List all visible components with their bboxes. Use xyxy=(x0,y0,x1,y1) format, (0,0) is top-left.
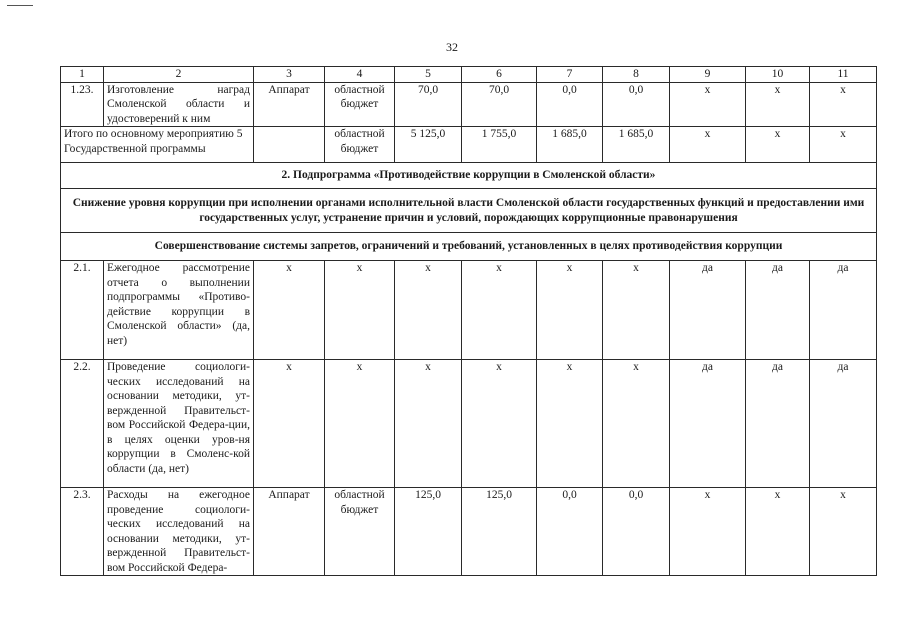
value-cell: да xyxy=(746,261,810,360)
value-cell: 0,0 xyxy=(603,82,670,127)
executor-cell: Аппарат xyxy=(254,82,325,127)
executor-cell xyxy=(254,127,325,163)
header-cell: 4 xyxy=(325,67,395,83)
header-cell: 11 xyxy=(810,67,877,83)
funding-source-cell: областной бюджет xyxy=(325,488,395,576)
funding-source-cell: областной бюджет xyxy=(325,127,395,163)
value-cell: х xyxy=(537,261,603,360)
header-cell: 10 xyxy=(746,67,810,83)
value-cell: х xyxy=(670,82,746,127)
value-cell: х xyxy=(254,261,325,360)
header-cell: 8 xyxy=(603,67,670,83)
goal-row xyxy=(61,189,877,233)
task-text: Совершенствование системы запретов, ограничений и требований, установленных в целях противодействия коррупции xyxy=(61,233,877,261)
value-cell: х xyxy=(670,127,746,163)
value-cell: х xyxy=(325,360,395,488)
value-cell: х xyxy=(603,360,670,488)
value-cell: 125,0 xyxy=(395,488,462,576)
value-cell: 1 685,0 xyxy=(537,127,603,163)
value-cell: 1 755,0 xyxy=(462,127,537,163)
header-cell: 9 xyxy=(670,67,746,83)
value-cell: х xyxy=(537,360,603,488)
value-cell: 0,0 xyxy=(537,488,603,576)
header-cell: 2 xyxy=(104,67,254,83)
total-label: Итого по основному мероприятию 5 Государственной программы xyxy=(61,127,254,163)
header-cell: 6 xyxy=(462,67,537,83)
section-title: 2. Подпрограмма «Противодействие коррупции в Смоленской области» xyxy=(61,163,877,189)
value-cell: х xyxy=(746,488,810,576)
value-cell: да xyxy=(670,261,746,360)
section-row xyxy=(61,163,877,189)
header-cell: 7 xyxy=(537,67,603,83)
value-cell: х xyxy=(462,261,537,360)
value-cell: 0,0 xyxy=(537,82,603,127)
value-cell: х xyxy=(810,488,877,576)
value-cell: 0,0 xyxy=(603,488,670,576)
activity-name: Расходы на ежегодное проведение социологи-ческих исследований на основании методики, ут-вержденной Правительст-вом Российской Федера- xyxy=(104,488,254,576)
goal-text: Снижение уровня коррупции при исполнении органами исполнительной власти Смоленской области государственных функций и предоставлении ими государственных услуг, устранение причин и условий, порождающих коррупционные правонарушения xyxy=(61,189,877,233)
row-number: 2.3. xyxy=(61,488,104,576)
table-row xyxy=(61,488,877,576)
row-number: 2.2. xyxy=(61,360,104,488)
value-cell: х xyxy=(395,360,462,488)
value-cell: х xyxy=(254,360,325,488)
task-row xyxy=(61,233,877,261)
row-number: 2.1. xyxy=(61,261,104,360)
table-row xyxy=(61,82,877,127)
funding-source-cell: областной бюджет xyxy=(325,82,395,127)
header-cell: 3 xyxy=(254,67,325,83)
value-cell: х xyxy=(746,127,810,163)
value-cell: 5 125,0 xyxy=(395,127,462,163)
value-cell: 70,0 xyxy=(395,82,462,127)
table-row xyxy=(61,261,877,360)
value-cell: 125,0 xyxy=(462,488,537,576)
value-cell: х xyxy=(603,261,670,360)
program-table xyxy=(60,66,877,576)
value-cell: да xyxy=(746,360,810,488)
value-cell: х xyxy=(670,488,746,576)
activity-name: Ежегодное рассмотрение отчета о выполнении подпрограммы «Противо-действие коррупции в Смоленской области» (да, нет) xyxy=(104,261,254,360)
top-rule xyxy=(7,5,33,6)
header-cell: 5 xyxy=(395,67,462,83)
value-cell: да xyxy=(670,360,746,488)
value-cell: х xyxy=(810,127,877,163)
total-row xyxy=(61,127,877,163)
value-cell: да xyxy=(810,360,877,488)
column-numbers-row xyxy=(61,67,877,83)
row-number: 1.23. xyxy=(61,82,104,127)
page-number: 32 xyxy=(446,40,458,54)
activity-name: Проведение социологи-ческих исследований на основании методики, ут-вержденной Правительст-вом Российской Федера-ции, в целях оценки уров-ня коррупции в Смоленс-кой области (да, нет) xyxy=(104,360,254,488)
value-cell: х xyxy=(325,261,395,360)
value-cell: да xyxy=(810,261,877,360)
value-cell: 70,0 xyxy=(462,82,537,127)
executor-cell: Аппарат xyxy=(254,488,325,576)
value-cell: х xyxy=(746,82,810,127)
value-cell: х xyxy=(810,82,877,127)
value-cell: х xyxy=(462,360,537,488)
table-row xyxy=(61,360,877,488)
value-cell: х xyxy=(395,261,462,360)
activity-name: Изготовление наград Смоленской области и удостоверений к ним xyxy=(104,82,254,127)
header-cell: 1 xyxy=(61,67,104,83)
value-cell: 1 685,0 xyxy=(603,127,670,163)
